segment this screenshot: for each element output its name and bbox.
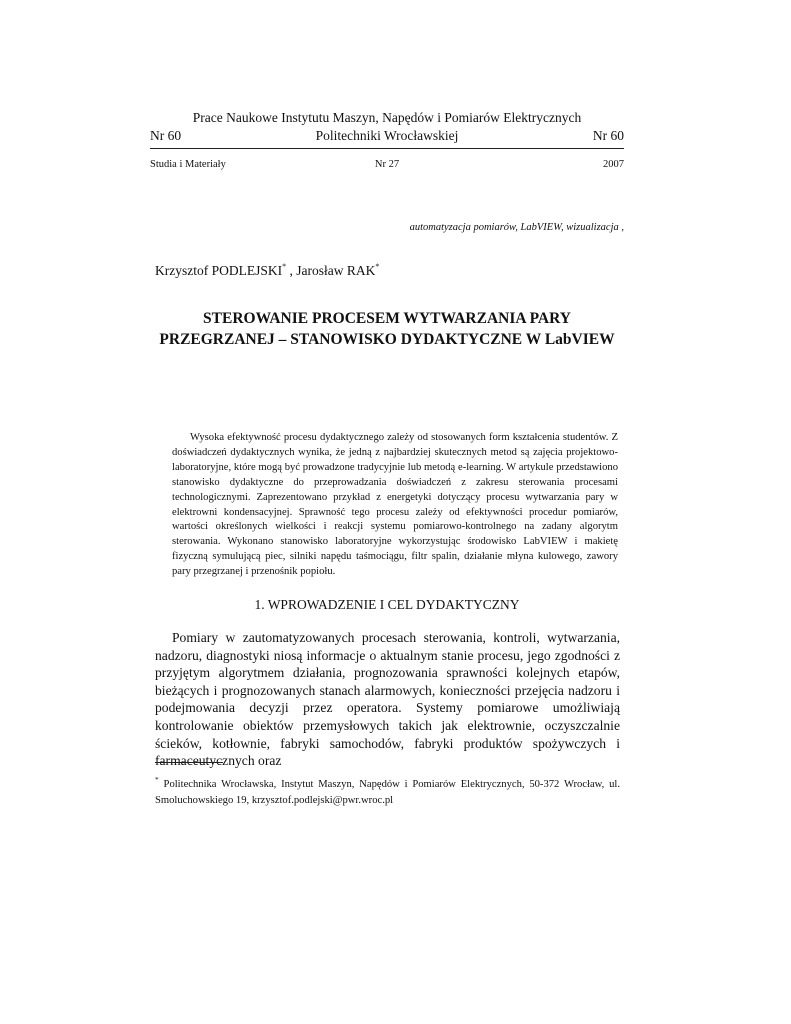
journal-university: Politechniki Wrocławskiej [315, 128, 459, 143]
series-name: Studia i Materiały [150, 159, 226, 170]
journal-institution-line: Prace Naukowe Instytutu Maszyn, Napędów i Pomiarów Elektrycznych [192, 110, 582, 125]
author-1: Krzysztof PODLEJSKI [155, 263, 283, 278]
authors [155, 262, 379, 279]
series-year: 2007 [603, 159, 624, 170]
paper-title-line-1: STEROWANIE PROCESEM WYTWARZANIA PARY [203, 310, 571, 327]
footnote-mark: * [155, 775, 159, 784]
journal-number-left: Nr 60 [150, 128, 182, 143]
section-heading: 1. WPROWADZENIE I CEL DYDAKTYCZNY [254, 597, 520, 612]
author-separator: , [286, 263, 297, 278]
series-number: Nr 27 [374, 159, 400, 170]
paper-title [150, 308, 624, 350]
journal-number-right: Nr 60 [592, 128, 624, 143]
footnote [155, 772, 620, 808]
abstract: Wysoka efektywność procesu dydaktycznego zależy od stosowanych form kształcenia studentów. Z doświadczeń dydaktycznych wynika, że jedną z najbardziej skutecznych metod są zajęcia projektowo-laboratoryjne, które mogą być prowadzone tradycyjnie lub metodą e-learning. W artykule przedstawiono stanowisko dydaktyczne do przeprowadzania doświadczeń z zakresu sterowania procesami technologicznymi. Zaprezentowano przykład z energetyki dotyczący procesu wytwarzania pary w elektrowni kondensacyjnej. Sprawność tego procesu zależy od efektywności procedur pomiarów, wartości określonych wielkości i reakcji systemu pomiarowo-kontrolnego na zadany algorytm sterowania. Wykonano stanowisko laboratoryjne wykorzystując środowisko LabVIEW i makietę fizyczną symulującą piec, silniki napędu taśmociągu, filtr spalin, działanie młyna kulowego, zawory pary przegrzanej i przenośnik popiołu. [172, 432, 618, 578]
author-2-affiliation-mark: * [375, 262, 380, 271]
author-1-affiliation-mark: * [282, 262, 287, 271]
footnote-text: Politechnika Wrocławska, Instytut Maszyn, Napędów i Pomiarów Elektrycznych, 50-372 Wrocław, ul. Smoluchowskiego 19, krzysztof.podlejski@pwr.wroc.pl [155, 779, 620, 806]
body-paragraph: Pomiary w zautomatyzowanych procesach sterowania, kontroli, wytwarzania, nadzoru, diagnostyki niosą informacje o aktualnym stanie procesu, jego zgodności z przyjętym algorytmem działania, prognozowania sprawności kolejnych etapów, bieżących i prognozowanych stanach alarmowych, konieczności przejęcia nadzoru i podejmowania decyzji przez operatora. Systemy pomiarowe umożliwiają kontrolowanie obiektów przemysłowych takich jak elektrownie, oczyszczalnie ścieków, kotłownie, fabryki samochodów, fabryki produktów spożywczych i farmaceutycznych oraz [155, 630, 620, 769]
paper-title-line-2: PRZEGRZANEJ – STANOWISKO DYDAKTYCZNE W LabVIEW [159, 331, 615, 348]
author-2: Jarosław RAK [296, 263, 376, 278]
header-divider [150, 148, 624, 149]
keywords: automatyzacja pomiarów, LabVIEW, wizualizacja , [409, 222, 624, 233]
footnote-divider [155, 762, 223, 763]
